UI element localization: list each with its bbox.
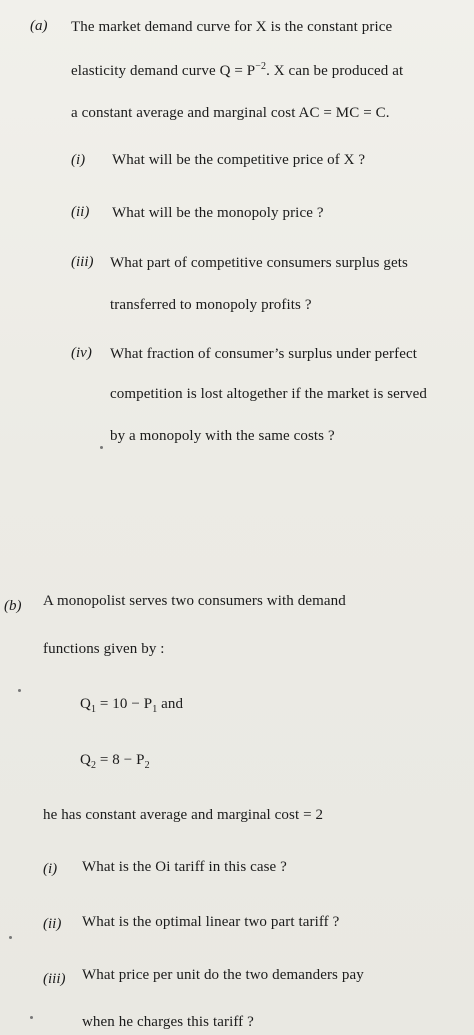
part-a-intro-line-2: [71, 62, 403, 80]
part-b-label: (b): [4, 598, 22, 614]
question-a-ii-label: (ii): [71, 204, 90, 220]
eq1-q-subscript: 1: [90, 704, 97, 715]
cost-statement: he has constant average and marginal cost = 2: [43, 807, 324, 823]
question-a-iii-text-2: transferred to monopoly profits ?: [110, 297, 312, 313]
question-b-i-text: What is the Oi tariff in this case ?: [82, 859, 287, 875]
question-b-i-label: (i): [43, 861, 58, 877]
print-speck: [30, 1016, 33, 1019]
question-b-iii-text-1: What price per unit do the two demanders pay: [82, 967, 364, 983]
demand-equation-2: [80, 751, 150, 769]
print-speck: [100, 446, 103, 449]
part-a-label: (a): [30, 18, 48, 34]
part-b-intro-line-1: A monopolist serves two consumers with demand: [43, 593, 346, 609]
demand-curve-text-tail: . X can be produced at: [266, 63, 404, 79]
question-b-iii-text-2: when he charges this tariff ?: [82, 1014, 254, 1030]
eq1-q: Q: [80, 696, 91, 712]
demand-curve-text: elasticity demand curve Q = P: [71, 63, 256, 79]
part-a-intro-line-3: a constant average and marginal cost AC = MC = C.: [71, 105, 390, 121]
question-b-ii-label: (ii): [43, 916, 62, 932]
eq2-p-subscript: 2: [144, 760, 150, 771]
eq1-rhs: = 10 − P: [96, 696, 153, 712]
part-a-intro-line-1: The market demand curve for X is the constant price: [71, 19, 393, 35]
question-a-i-text: What will be the competitive price of X ?: [112, 152, 366, 168]
question-b-ii-text: What is the optimal linear two part tariff ?: [82, 914, 340, 930]
price-exponent: −2: [255, 61, 267, 72]
question-a-iv-text-1: What fraction of consumer’s surplus under perfect: [110, 346, 418, 362]
question-a-iii-label: (iii): [71, 254, 94, 270]
eq1-p-subscript: 1: [152, 704, 158, 715]
question-a-iv-text-2: competition is lost altogether if the market is served: [110, 386, 427, 402]
demand-equation-1: [80, 695, 183, 713]
print-speck: [9, 936, 12, 939]
question-a-iv-text-3: by a monopoly with the same costs ?: [110, 428, 335, 444]
question-a-iii-text-1: What part of competitive consumers surplus gets: [110, 255, 408, 271]
question-a-i-label: (i): [71, 152, 86, 168]
eq2-q-subscript: 2: [90, 760, 97, 771]
part-b-intro-line-2: functions given by :: [43, 641, 165, 657]
question-a-iv-label: (iv): [71, 345, 92, 361]
print-speck: [18, 689, 21, 692]
question-a-ii-text: What will be the monopoly price ?: [112, 205, 324, 221]
question-b-iii-label: (iii): [43, 971, 66, 987]
eq1-tail: and: [157, 696, 184, 712]
eq2-rhs: = 8 − P: [96, 752, 145, 768]
eq2-q: Q: [80, 752, 91, 768]
